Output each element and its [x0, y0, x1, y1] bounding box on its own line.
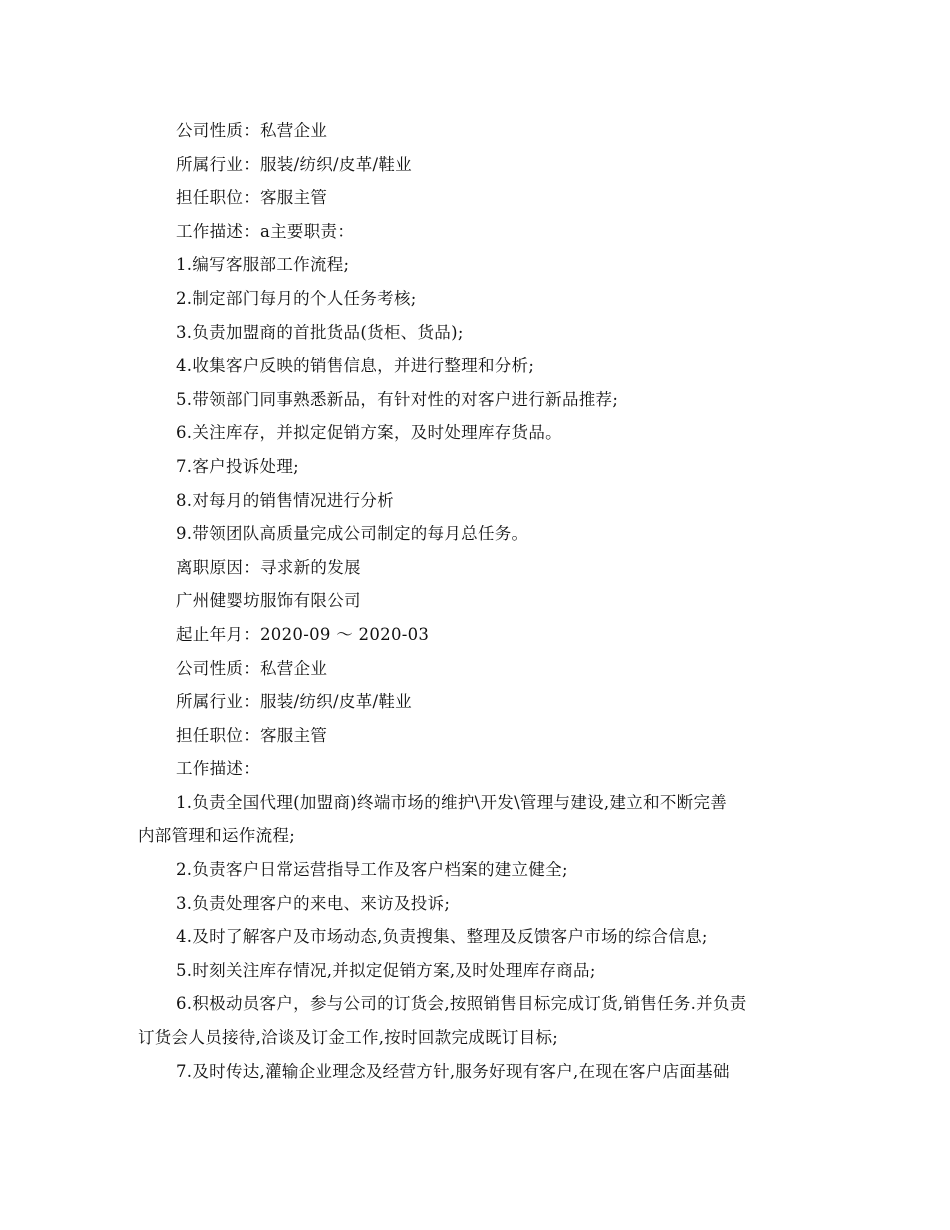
duty-line: 3.负责处理客户的来电、来访及投诉;: [176, 893, 451, 913]
duty-line-continued: 内部管理和运作流程;: [138, 826, 296, 846]
text-line: 8.对每月的销售情况进行分析: [176, 490, 394, 510]
text-line: 所属行业：服装/纺织/皮革/鞋业: [176, 692, 412, 712]
duty-line: 5.时刻关注库存情况,并拟定促销方案,及时处理库存商品;: [176, 960, 596, 980]
duty-line: 6.积极动员客户，参与公司的订货会,按照销售目标完成订货,销售任务.并负责: [176, 994, 747, 1014]
document-body: [138, 114, 818, 1088]
text-line: 7.客户投诉处理;: [176, 456, 300, 476]
duty-line: 7.及时传达,灌输企业理念及经营方针,服务好现有客户,在现在客户店面基础: [176, 1061, 730, 1081]
text-line: 起止年月：2020-09 ～ 2020-03: [176, 624, 430, 644]
text-line: 6.关注库存，并拟定促销方案，及时处理库存货品。: [176, 423, 562, 443]
duty-line: 2.负责客户日常运营指导工作及客户档案的建立健全;: [176, 860, 568, 880]
text-line: 担任职位：客服主管: [176, 725, 328, 745]
text-line: 担任职位：客服主管: [176, 188, 328, 208]
text-line: 3.负责加盟商的首批货品(货柜、货品);: [176, 322, 464, 342]
text-line: 工作描述：: [176, 759, 260, 779]
text-line: 所属行业：服装/纺织/皮革/鞋业: [176, 154, 412, 174]
text-line: 9.带领团队高质量完成公司制定的每月总任务。: [176, 524, 529, 544]
duty-line: 1.负责全国代理(加盟商)终端市场的维护\开发\管理与建设,建立和不断完善: [176, 792, 728, 812]
text-line: 5.带领部门同事熟悉新品，有针对性的对客户进行新品推荐;: [176, 389, 619, 409]
text-line: 离职原因：寻求新的发展: [176, 557, 361, 577]
text-line: 1.编写客服部工作流程;: [176, 255, 350, 275]
text-line: 工作描述：a主要职责：: [176, 221, 355, 241]
duty-line: 4.及时了解客户及市场动态,负责搜集、整理及反馈客户市场的综合信息;: [176, 927, 708, 947]
duty-line-continued: 订货会人员接待,洽谈及订金工作,按时回款完成既订目标;: [138, 1028, 559, 1048]
text-line: 4.收集客户反映的销售信息，并进行整理和分析;: [176, 356, 535, 376]
text-line: 公司性质：私营企业: [176, 121, 328, 140]
text-line: 广州健婴坊服饰有限公司: [176, 591, 361, 611]
text-line: 2.制定部门每月的个人任务考核;: [176, 288, 417, 308]
text-line: 公司性质：私营企业: [176, 658, 328, 678]
